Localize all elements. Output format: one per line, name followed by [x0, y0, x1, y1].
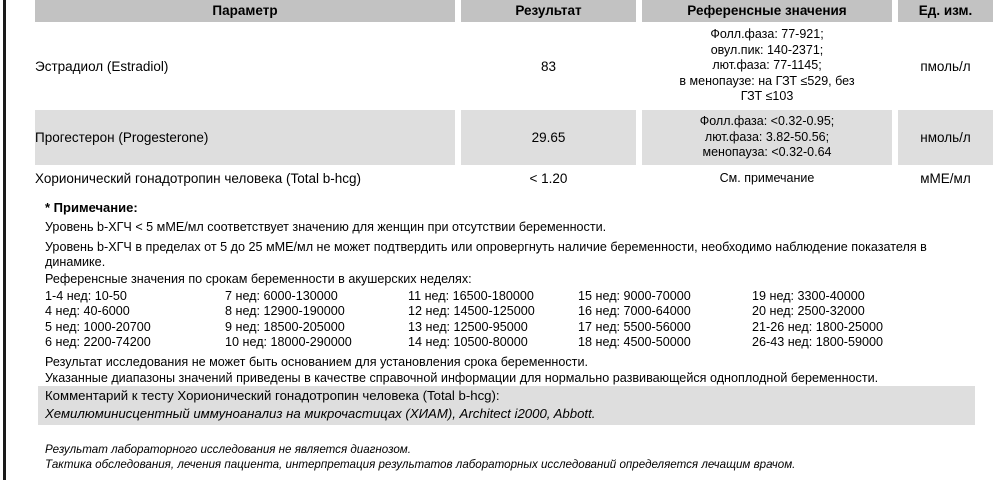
weeks-cell: 8 нед: 12900-190000: [225, 304, 345, 319]
table-row: [35, 110, 993, 165]
weeks-cell: 1-4 нед: 10-50: [45, 289, 127, 303]
note-line-3: Референсные значения по срокам беременности в акушерских неделях:: [45, 272, 472, 286]
note-title: * Примечание:: [45, 200, 138, 215]
weeks-cell: 4 нед: 40-6000: [45, 304, 130, 319]
cell-parameter: Прогестерон (Progesterone): [35, 110, 455, 165]
weeks-cell: 12 нед: 14500-125000: [408, 304, 535, 319]
comment-method: Хемилюминисцентный иммуноанализ на микрочастицах (ХИАМ), Architect i2000, Abbott.: [45, 406, 596, 421]
table-header-row: [35, 0, 993, 22]
cell-parameter: Эстрадиол (Estradiol): [35, 58, 169, 74]
weeks-cell: 21-26 нед: 1800-25000: [752, 319, 883, 334]
weeks-cell: 13 нед: 12500-95000: [408, 319, 528, 334]
weeks-cell: 20 нед: 2500-32000: [752, 304, 865, 319]
footer-disclaimer-line-1: Результат лабораторного исследования не является диагнозом.: [45, 443, 411, 456]
weeks-cell: 11 нед: 16500-180000: [408, 289, 534, 303]
weeks-row: [45, 335, 965, 350]
weeks-cell: 7 нед: 6000-130000: [225, 289, 338, 303]
cell-reference: Фолл.фаза: 77-921; овул.пик: 140-2371; лют.фаза: 77-1145; в менопаузе: на ГЗТ ≤529, без ГЗТ ≤103: [679, 27, 855, 104]
header-parameter: Параметр: [35, 0, 455, 22]
page-left-edge-rule: [3, 0, 6, 480]
weeks-cell: 6 нед: 2200-74200: [45, 335, 151, 350]
weeks-cell: 19 нед: 3300-40000: [752, 289, 865, 303]
weeks-cell: 15 нед: 9000-70000: [578, 289, 691, 303]
cell-result: < 1.20: [529, 171, 568, 186]
footer-disclaimer-line-2: Тактика обследования, лечения пациента, интерпретация результатов лабораторных исследований определяется лечащим врачом.: [45, 458, 796, 471]
weeks-cell: 14 нед: 10500-80000: [408, 335, 528, 350]
table-row: [35, 22, 993, 110]
weeks-row: [45, 320, 965, 335]
cell-reference: См. примечание: [719, 170, 815, 185]
weeks-row: [45, 304, 965, 319]
cell-unit: нмоль/л: [898, 110, 993, 165]
weeks-cell: 16 нед: 7000-64000: [578, 304, 691, 319]
cell-result: 29.65: [461, 110, 636, 165]
header-result: Результат: [461, 0, 636, 22]
weeks-cell: 10 нед: 18000-290000: [225, 335, 352, 350]
weeks-cell: 9 нед: 18500-205000: [225, 319, 345, 334]
lab-results-table: [35, 0, 993, 192]
cell-reference: Фолл.фаза: <0.32-0.95; лют.фаза: 3.82-50.56; менопауза: <0.32-0.64: [642, 110, 892, 165]
cell-result: 83: [540, 58, 557, 74]
note-line-1: Уровень b-ХГЧ < 5 мМЕ/мл соответствует значению для женщин при отсутствии беременности.: [45, 220, 607, 234]
weeks-row: [45, 289, 965, 304]
note-after-line-2: Указанные диапазоны значений приведены в качестве справочной информации для нормально развивающейся одноплодной беременности.: [45, 371, 879, 385]
comment-title: Комментарий к тесту Хорионический гонадотропин человека (Total b-hcg):: [45, 388, 500, 403]
weeks-table: [45, 289, 965, 351]
cell-unit: мМЕ/мл: [920, 171, 971, 186]
note-line-2: Уровень b-ХГЧ в пределах от 5 до 25 мМЕ/мл не может подтвердить или опровергнуть наличие беременности, необходимо наблюдение показателя в динамике.: [45, 240, 927, 269]
weeks-cell: 17 нед: 5500-56000: [578, 319, 691, 334]
pregnancy-weeks-reference-grid: [45, 289, 965, 351]
cell-parameter: Хорионический гонадотропин человека (Total b-hcg): [35, 171, 362, 186]
weeks-cell: 18 нед: 4500-50000: [578, 335, 691, 350]
header-reference: Референсные значения: [642, 0, 892, 22]
header-unit: Ед. изм.: [898, 0, 993, 22]
table-row: [35, 165, 993, 192]
cell-unit: пмоль/л: [920, 58, 971, 74]
test-comment-block: [38, 386, 975, 425]
weeks-cell: 26-43 нед: 1800-59000: [752, 335, 883, 350]
note-after-line-1: Результат исследования не может быть основанием для установления срока беременности.: [45, 355, 588, 369]
weeks-cell: 5 нед: 1000-20700: [45, 319, 151, 334]
